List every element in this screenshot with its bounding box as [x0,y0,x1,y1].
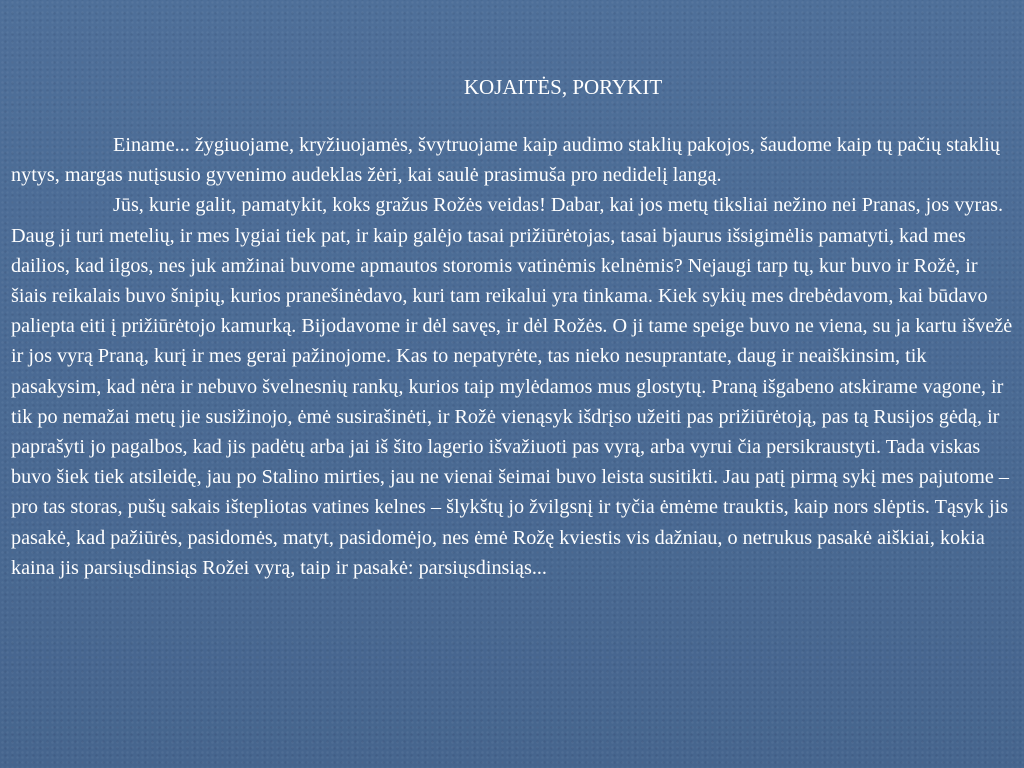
paragraph-1: Einame... žygiuojame, kryžiuojamės, švytruojame kaip audimo staklių pakojos, šaudome kaip tų pačių staklių nytys, margas nutįsusio gyvenimo audeklas žėri, kai saulė prasimuša pro nedidelį langą. [11,134,1000,187]
paragraph-2: Jūs, kurie galit, pamatykit, koks gražus Rožės veidas! Dabar, kai jos metų tiksliai nežino nei Pranas, jos vyras. Daug ji turi metelių, ir mes lygiai tiek pat, ir kaip galėjo tasai prižiūrėtojas, tasai bjaurus išsigimėlis pamatyti, kad mes dailios, kad ilgos, nes juk amžinai buvome apmautos storomis vatinėmis kelnėmis? Nejaugi tarp tų, kur buvo ir Rožė, ir šiais reikalais buvo šnipių, kurios pranešinėdavo, kuri tam reikalui yra tinkama. Kiek sykių mes drebėdavom, kai būdavo paliepta eiti į prižiūrėtojo kamurką. Bijodavome ir dėl savęs, ir dėl Rožės. O ji tame speige buvo ne viena, su ja kartu išvežė ir jos vyrą Praną, kurį ir mes gerai pažinojome. Kas to nepatyrėte, tas nieko nesuprantate, daug ir neaiškinsim, tik pasakysim, kad nėra ir nebuvo švelnesnių rankų, kurios taip mylėdamos mus glostytų. Praną išgabeno atskirame vagone, ir tik po nemažai metų jie susižinojo, ėmė susirašinėti, ir Rožė vienąsyk išdrįso užeiti pas prižiūrėtoją, pas tą Rusijos gėdą, ir paprašyti jo pagalbos, kad jis padėtų arba jai iš šito lagerio išvažiuoti pas vyrą, arba vyrui čia persikraustyti. Tada viskas buvo šiek tiek atsileidę, jau po Stalino mirties, jau ne vienai šeimai buvo leista susitikti. Jau patį pirmą sykį mes pajutome – pro tas storas, pušų sakais ištepliotas vatines kelnes – šlykštų jo žvilgsnį ir tyčia ėmėme trauktis, kaip nors slėptis. Tąsyk jis pasakė, kad pažiūrės, pasidomės, matyt, pasidomėjo, nes ėmė Rožę kviestis vis dažniau, o netrukus pasakė aiškiai, kokia kaina jis parsiųsdinsiąs Rožei vyrą, taip ir pasakė: parsiųsdinsiąs... [11,194,1013,579]
slide-title: KOJAITĖS, PORYKIT [463,75,663,99]
slide-body [11,130,1013,583]
